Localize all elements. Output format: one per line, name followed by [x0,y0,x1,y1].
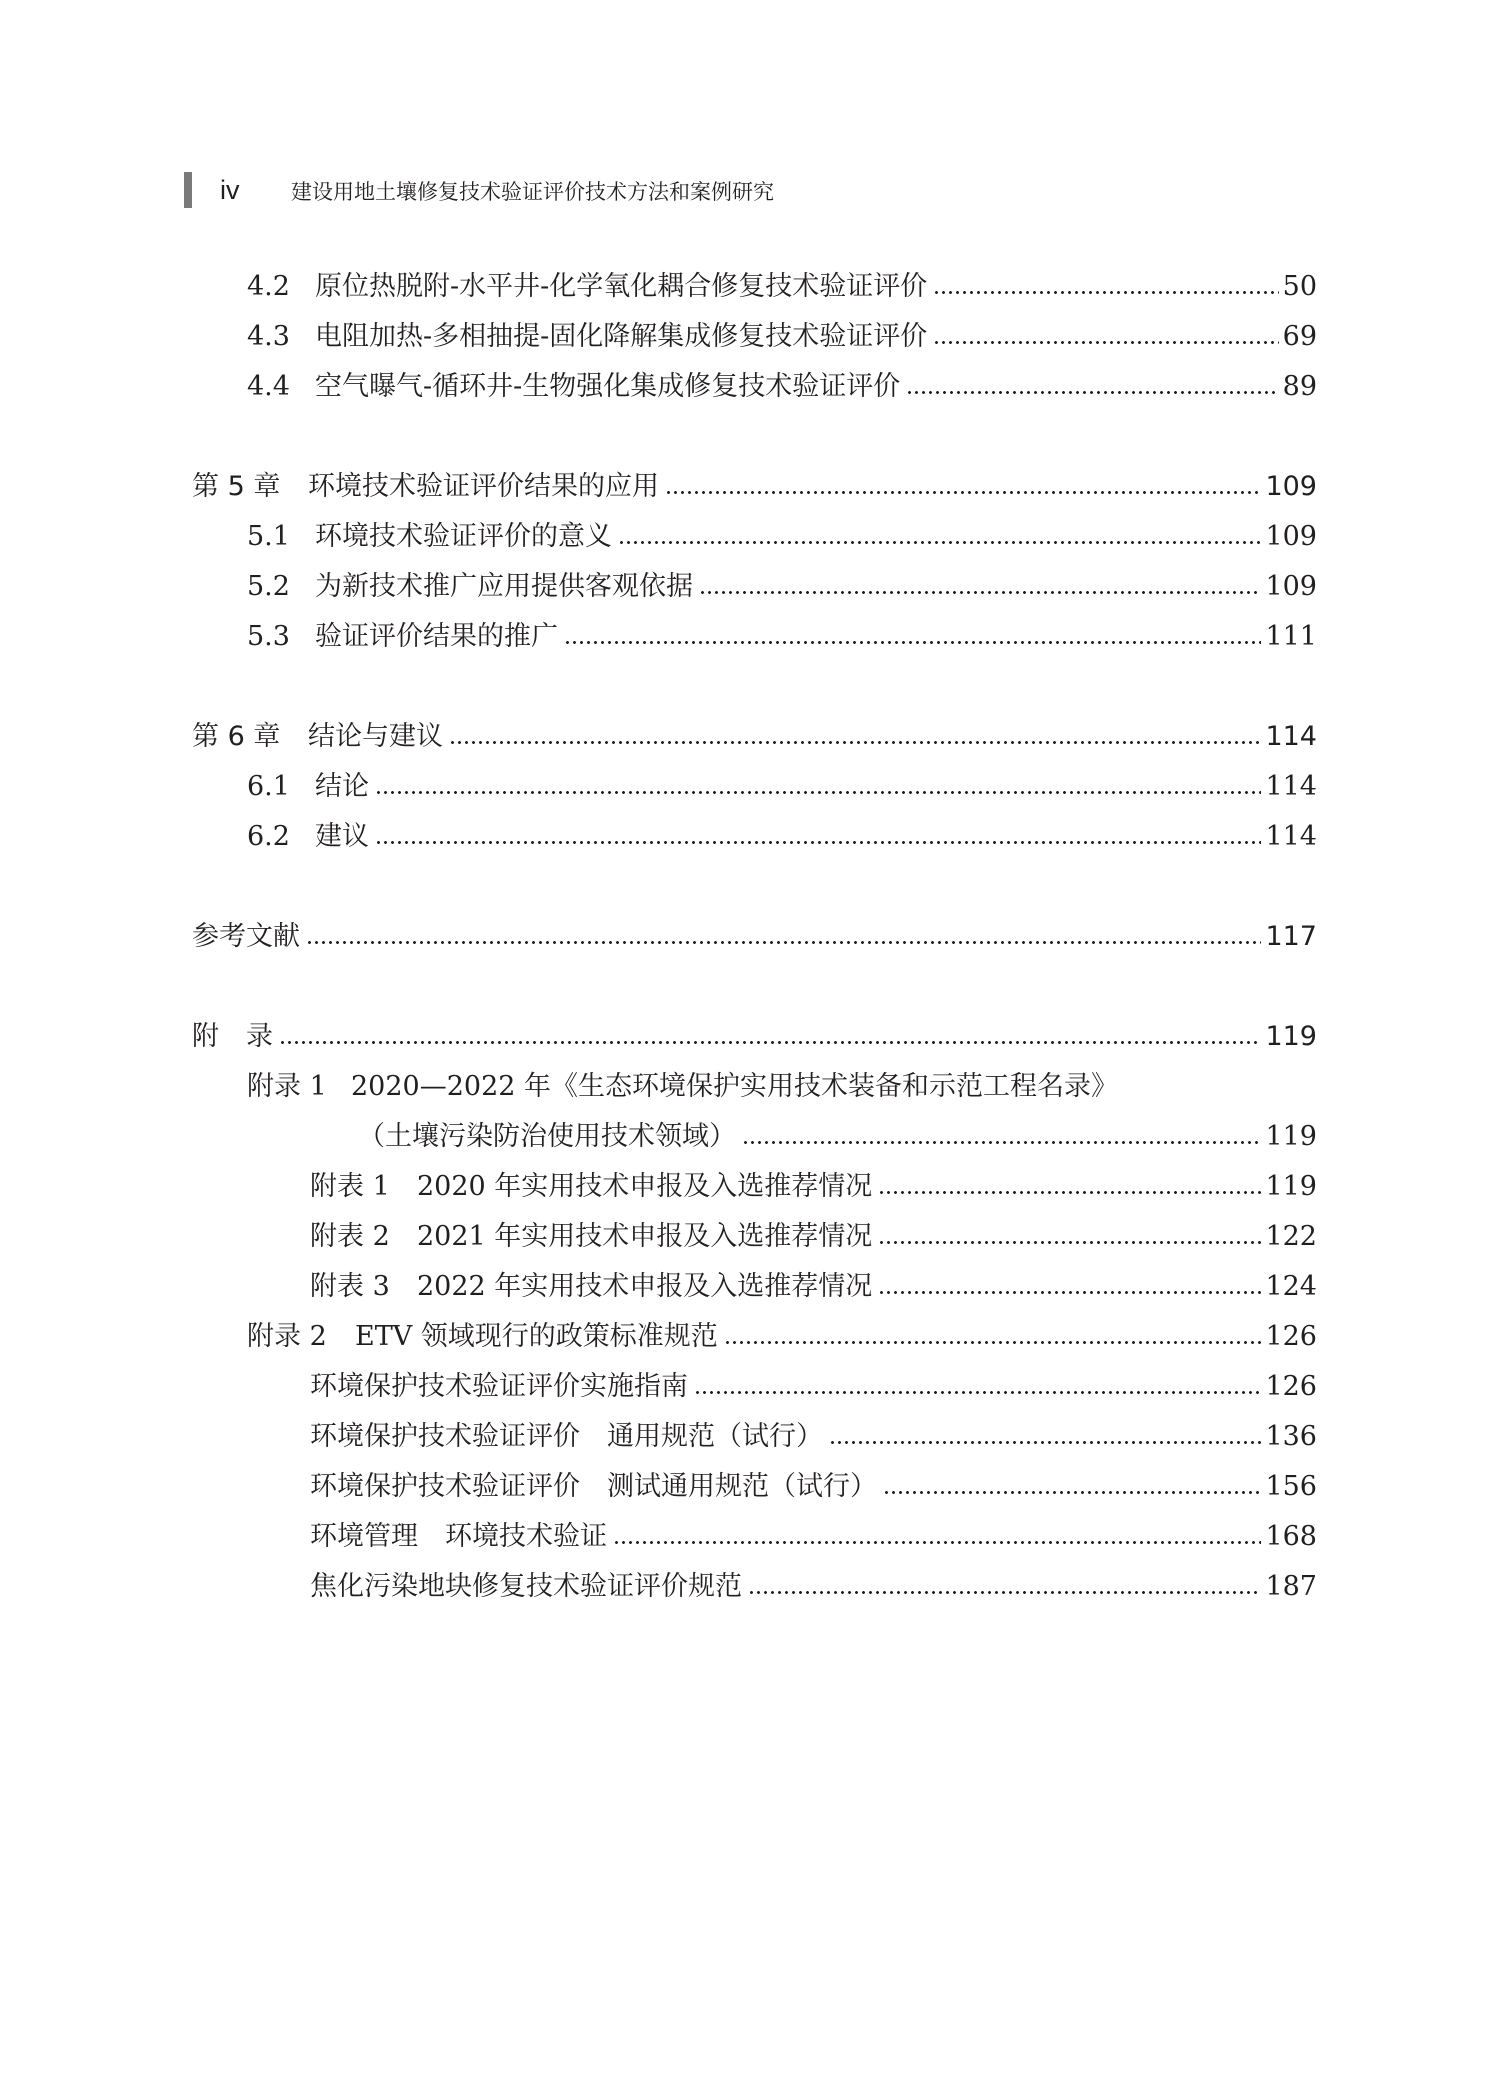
toc-appendix-1-cont[interactable] [358,1117,1317,1157]
toc-number: 5.3 [247,621,290,652]
dot-leader [279,1041,1261,1044]
toc-title: 环境保护技术验证评价实施指南 [310,1371,688,1402]
toc-page-number: 109 [1265,571,1317,602]
toc-title: 为新技术推广应用提供客观依据 [315,571,693,602]
toc-number: 6.2 [247,821,290,852]
toc-title: 2022 年实用技术申报及入选推荐情况 [417,1271,873,1302]
toc-title: 空气曝气-循环井-生物强化集成修复技术验证评价 [315,371,901,402]
toc-number: 5.1 [247,521,290,552]
toc-number: 附表 3 [310,1271,390,1302]
dot-leader [883,1491,1261,1494]
toc-number: 4.3 [247,321,290,352]
toc-entry-6-1[interactable] [247,767,1317,807]
toc-page-number: 117 [1265,921,1317,952]
toc-number: 4.4 [247,371,290,402]
dot-leader [306,941,1261,944]
toc-page-number: 50 [1282,271,1317,302]
dot-leader [699,591,1261,594]
toc-number: 附表 1 [310,1171,390,1202]
toc-number: 附录 2 [247,1321,327,1352]
toc-page-number: 114 [1265,771,1317,802]
toc-page-number: 136 [1265,1421,1317,1452]
toc-page-number: 89 [1282,371,1317,402]
chapter-number: 第 6 章 [192,721,281,752]
toc-appendix[interactable] [192,1017,1317,1057]
dot-leader [878,1241,1261,1244]
toc-entry-5-3[interactable] [247,617,1317,657]
toc-number: 4.2 [247,271,290,302]
toc-page-number: 109 [1265,471,1317,502]
toc-chapter-5[interactable] [192,467,1317,507]
toc-title: 环境管理 环境技术验证 [310,1521,607,1552]
dot-leader [906,391,1278,394]
toc-appendix-2-item-4[interactable] [310,1517,1317,1557]
toc-title: ETV 领域现行的政策标准规范 [355,1321,718,1352]
toc-title: 原位热脱附-水平井-化学氧化耦合修复技术验证评价 [315,271,928,302]
toc-entry-4-2[interactable] [247,267,1317,307]
dot-leader [694,1391,1261,1394]
chapter-title: 结论与建议 [308,721,443,752]
toc-appendix-2-item-1[interactable] [310,1367,1317,1407]
dot-leader [564,641,1261,644]
toc-page-number: 114 [1265,821,1317,852]
dot-leader [724,1341,1262,1344]
toc-title: 建议 [315,821,369,852]
toc-page-number: 119 [1265,1171,1317,1202]
toc-title: 验证评价结果的推广 [315,621,558,652]
toc-title: 环境技术验证评价的意义 [315,521,612,552]
toc-number: 附表 2 [310,1221,390,1252]
toc-title: 结论 [315,771,369,802]
dot-leader [748,1591,1261,1594]
toc-page-number: 109 [1265,521,1317,552]
header-page-number: iv [220,175,240,205]
toc-appendix-2-item-3[interactable] [310,1467,1317,1507]
dot-leader [878,1291,1261,1294]
toc-references[interactable] [192,917,1317,957]
toc-page-number: 156 [1265,1471,1317,1502]
dot-leader [375,791,1261,794]
toc-number: 5.2 [247,571,290,602]
toc-appendix-2-item-2[interactable] [310,1417,1317,1457]
toc-entry-6-2[interactable] [247,817,1317,857]
header-book-title: 建设用地土壤修复技术验证评价技术方法和案例研究 [291,180,774,204]
dot-leader [933,291,1278,294]
toc-chapter-6[interactable] [192,717,1317,757]
toc-entry-5-2[interactable] [247,567,1317,607]
toc-number: 附录 1 [247,1071,327,1102]
dot-leader [933,341,1278,344]
chapter-title: 环境技术验证评价结果的应用 [308,471,659,502]
toc-entry-4-4[interactable] [247,367,1317,407]
dot-leader [742,1141,1261,1144]
toc-appendix-2-item-5[interactable] [310,1567,1317,1607]
header-bar [184,172,192,208]
dot-leader [375,841,1261,844]
toc-page-number: 69 [1282,321,1317,352]
toc-entry-5-1[interactable] [247,517,1317,557]
dot-leader [618,541,1261,544]
toc-title: 环境保护技术验证评价 通用规范（试行） [310,1421,823,1452]
toc-page-number: 111 [1265,621,1317,652]
toc-entry-4-3[interactable] [247,317,1317,357]
toc-page-number: 126 [1265,1371,1317,1402]
toc-title-continued: （土壤污染防治使用技术领域） [358,1121,736,1152]
dot-leader [449,741,1261,744]
dot-leader [613,1541,1261,1544]
chapter-title: 参考文献 [192,921,300,952]
toc-number: 6.1 [247,771,290,802]
chapter-title: 附 录 [192,1021,273,1052]
toc-title: 环境保护技术验证评价 测试通用规范（试行） [310,1471,877,1502]
toc-page-number: 126 [1265,1321,1317,1352]
dot-leader [829,1441,1261,1444]
toc-table-3[interactable] [310,1267,1317,1307]
toc-page-number: 187 [1265,1571,1317,1602]
dot-leader [665,491,1261,494]
toc-appendix-1[interactable] [247,1067,1317,1107]
toc-title: 2020—2022 年《生态环境保护实用技术装备和示范工程名录》 [351,1071,1119,1102]
toc-page-number: 119 [1265,1021,1317,1052]
toc-table-1[interactable] [310,1167,1317,1207]
toc-page-number: 168 [1265,1521,1317,1552]
toc-appendix-2[interactable] [247,1317,1317,1357]
toc-title: 焦化污染地块修复技术验证评价规范 [310,1571,742,1602]
toc-page-number: 119 [1265,1121,1317,1152]
toc-table-2[interactable] [310,1217,1317,1257]
toc-title: 2021 年实用技术申报及入选推荐情况 [417,1221,873,1252]
toc-page-number: 124 [1265,1271,1317,1302]
toc-title: 2020 年实用技术申报及入选推荐情况 [417,1171,873,1202]
dot-leader [878,1191,1261,1194]
chapter-number: 第 5 章 [192,471,281,502]
toc-page-number: 114 [1265,721,1317,752]
toc-page-number: 122 [1265,1221,1317,1252]
toc-title: 电阻加热-多相抽提-固化降解集成修复技术验证评价 [315,321,928,352]
